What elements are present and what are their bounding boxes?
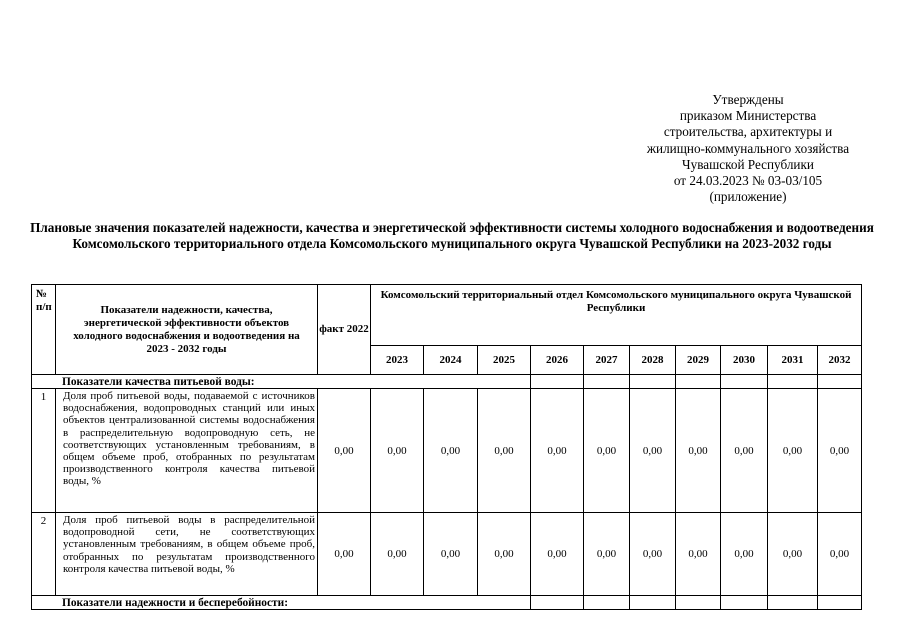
dept-header: Комсомольский территориальный отдел Комсомольского муниципального округа Чувашской Республики <box>371 285 862 346</box>
year-value: 0,00 <box>676 513 721 596</box>
empty-cell <box>584 596 630 610</box>
empty-cell <box>531 375 584 389</box>
fact-value: 0,00 <box>318 513 371 596</box>
year-header: 2028 <box>630 346 676 375</box>
empty-cell <box>584 375 630 389</box>
empty-cell <box>630 596 676 610</box>
year-value: 0,00 <box>478 513 531 596</box>
approval-line: Утверждены <box>712 92 784 107</box>
row-number: 1 <box>32 389 56 513</box>
section-header: Показатели качества питьевой воды: <box>32 375 531 389</box>
section-header: Показатели надежности и бесперебойности: <box>32 596 531 610</box>
year-value: 0,00 <box>584 389 630 513</box>
year-value: 0,00 <box>424 513 478 596</box>
year-header: 2032 <box>818 346 862 375</box>
empty-cell <box>676 375 721 389</box>
year-value: 0,00 <box>424 389 478 513</box>
year-value: 0,00 <box>721 513 768 596</box>
approval-block <box>612 92 884 205</box>
year-value: 0,00 <box>721 389 768 513</box>
row-number: 2 <box>32 513 56 596</box>
year-value: 0,00 <box>818 513 862 596</box>
year-value: 0,00 <box>584 513 630 596</box>
approval-line: приказом Министерства <box>679 108 817 124</box>
indicator-description: Доля проб питьевой воды, подаваемой с источников водоснабжения, водопроводных станций или иных объектов централизованной системы водоснабжения в распределительную водопроводную сеть, не соответствующих установленным требованиям, в общем объеме проб, отобранных по результатам производственного контроля качества питьевой воды, % <box>56 389 318 513</box>
approval-line: Чувашской Республики <box>682 156 814 172</box>
year-value: 0,00 <box>630 389 676 513</box>
num-header: № п/п <box>32 285 56 375</box>
year-header: 2027 <box>584 346 630 375</box>
table-row <box>32 513 862 596</box>
empty-cell <box>721 375 768 389</box>
document-title: Плановые значения показателей надежности, качества и энергетической эффективности системы холодного водоснабжения и водоотведения Комсомольского территориального отдела Комсомольского муниципального округа Чувашской Республики на 2023-2032 годы <box>30 220 874 252</box>
approval-line: (приложение) <box>709 189 787 205</box>
year-header: 2031 <box>768 346 818 375</box>
year-header: 2025 <box>478 346 531 375</box>
table-row <box>32 389 862 513</box>
empty-cell <box>818 375 862 389</box>
empty-cell <box>818 596 862 610</box>
empty-cell <box>721 596 768 610</box>
empty-cell <box>768 375 818 389</box>
year-value: 0,00 <box>630 513 676 596</box>
year-value: 0,00 <box>478 389 531 513</box>
empty-cell <box>630 375 676 389</box>
year-value: 0,00 <box>768 389 818 513</box>
indicator-description: Доля проб питьевой воды в распределительной водопроводной сети, не соответствующих установленным требованиям, в общем объеме проб, отобранных по результатам производственного контроля качества питьевой воды, % <box>56 513 318 596</box>
empty-cell <box>768 596 818 610</box>
year-value: 0,00 <box>768 513 818 596</box>
fact-header: факт 2022 <box>318 285 371 375</box>
indicator-header: Показатели надежности, качества, энергетической эффективности объектов холодного водоснабжения и водоотведения на 2023 - 2032 годы <box>56 285 318 375</box>
empty-cell <box>531 596 584 610</box>
year-value: 0,00 <box>818 389 862 513</box>
fact-value: 0,00 <box>318 389 371 513</box>
year-header: 2024 <box>424 346 478 375</box>
year-header: 2029 <box>676 346 721 375</box>
approval-line: от 24.03.2023 № 03-03/105 <box>673 173 823 189</box>
year-value: 0,00 <box>371 513 424 596</box>
year-value: 0,00 <box>531 389 584 513</box>
indicators-table <box>31 284 862 610</box>
approval-line: строительства, архитектуры и <box>663 124 833 140</box>
empty-cell <box>676 596 721 610</box>
year-header: 2023 <box>371 346 424 375</box>
year-header: 2030 <box>721 346 768 375</box>
year-value: 0,00 <box>676 389 721 513</box>
year-value: 0,00 <box>531 513 584 596</box>
year-value: 0,00 <box>371 389 424 513</box>
approval-line: жилищно-коммунального хозяйства <box>646 140 850 156</box>
year-header: 2026 <box>531 346 584 375</box>
